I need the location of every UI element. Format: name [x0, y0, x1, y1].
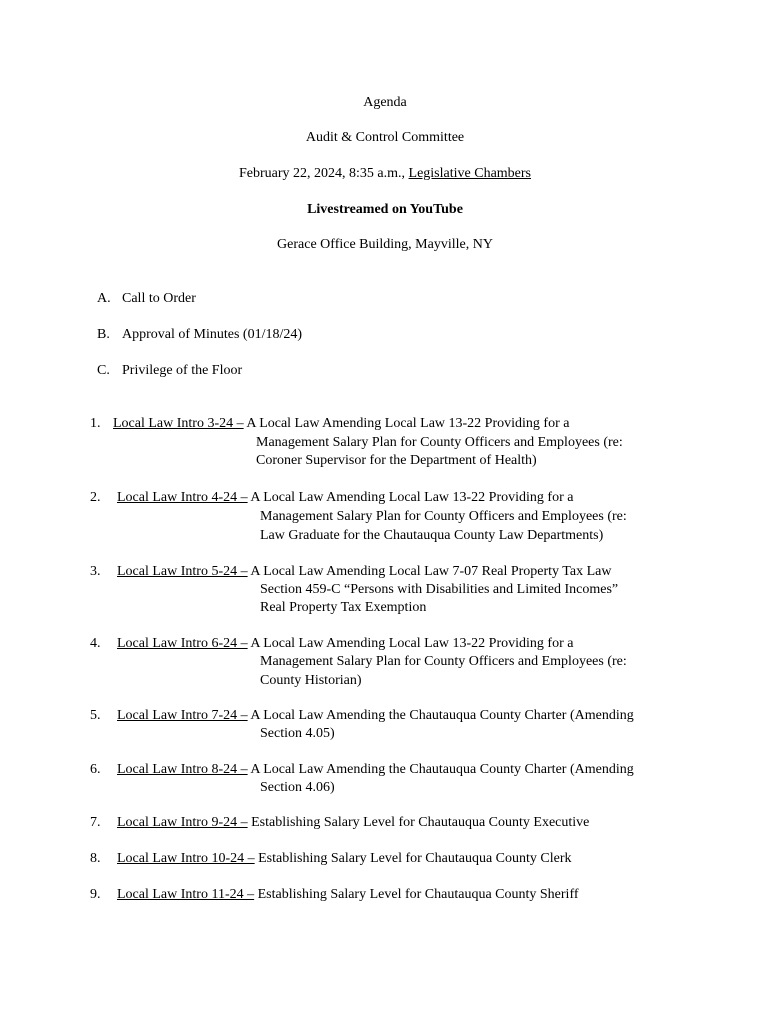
local-law-link[interactable]: Local Law Intro 8-24 –	[117, 762, 248, 777]
local-law-link[interactable]: Local Law Intro 9-24 –	[117, 815, 248, 830]
item-first-line	[117, 850, 572, 869]
section-text: Approval of Minutes (01/18/24)	[122, 327, 303, 342]
item-number: 8.	[90, 851, 101, 866]
item-description: Establishing Salary Level for Chautauqua County Clerk	[254, 851, 572, 866]
building-location: Gerace Office Building, Mayville, NY	[277, 237, 493, 252]
section-letter: C.	[97, 363, 110, 378]
local-law-link[interactable]: Local Law Intro 10-24 –	[117, 851, 255, 866]
item-number: 6.	[90, 762, 101, 777]
item-continuation: Management Salary Plan for County Officers and Employees (re:	[260, 654, 627, 669]
local-law-link[interactable]: Local Law Intro 7-24 –	[117, 708, 248, 723]
page-title: Agenda	[363, 95, 407, 110]
item-continuation: Section 4.05)	[260, 726, 335, 741]
item-description: A Local Law Amending Local Law 13-22 Providing for a	[243, 416, 570, 431]
item-first-line	[117, 761, 634, 780]
item-description: A Local Law Amending the Chautauqua County Charter (Amending	[247, 708, 634, 723]
section-text: Privilege of the Floor	[122, 363, 243, 378]
committee-name: Audit & Control Committee	[305, 130, 465, 145]
item-first-line	[117, 563, 611, 582]
item-description: A Local Law Amending Local Law 13-22 Providing for a	[247, 636, 574, 651]
item-continuation: Section 4.06)	[260, 780, 335, 795]
item-first-line	[117, 635, 573, 654]
item-continuation: Real Property Tax Exemption	[260, 600, 427, 615]
item-description: Establishing Salary Level for Chautauqua County Executive	[247, 815, 590, 830]
livestream-notice: Livestreamed on YouTube	[307, 202, 463, 217]
item-number: 5.	[90, 708, 101, 723]
item-continuation: County Historian)	[260, 673, 362, 688]
item-number: 3.	[90, 564, 101, 579]
section-letter: A.	[97, 291, 111, 306]
item-first-line	[113, 415, 569, 434]
item-number: 9.	[90, 887, 101, 902]
item-number: 7.	[90, 815, 101, 830]
item-first-line	[117, 886, 579, 905]
item-first-line	[117, 814, 589, 833]
item-description: A Local Law Amending Local Law 13-22 Providing for a	[247, 490, 574, 505]
item-continuation: Law Graduate for the Chautauqua County Law Departments)	[260, 528, 604, 543]
item-description: Establishing Salary Level for Chautauqua County Sheriff	[254, 887, 579, 902]
item-continuation: Coroner Supervisor for the Department of Health)	[256, 453, 537, 468]
local-law-link[interactable]: Local Law Intro 3-24 –	[113, 416, 244, 431]
item-continuation: Management Salary Plan for County Officers and Employees (re:	[256, 435, 623, 450]
item-first-line	[117, 489, 573, 508]
meeting-date-location	[0, 165, 770, 184]
item-number: 2.	[90, 490, 101, 505]
local-law-link[interactable]: Local Law Intro 4-24 –	[117, 490, 248, 505]
item-continuation: Section 459-C “Persons with Disabilities and Limited Incomes”	[260, 582, 619, 597]
local-law-link[interactable]: Local Law Intro 5-24 –	[117, 564, 248, 579]
item-description: A Local Law Amending Local Law 7-07 Real Property Tax Law	[247, 564, 612, 579]
item-description: A Local Law Amending the Chautauqua County Charter (Amending	[247, 762, 634, 777]
item-number: 4.	[90, 636, 101, 651]
item-first-line	[117, 707, 634, 726]
legislative-chambers-link[interactable]: Legislative Chambers	[408, 166, 531, 181]
meeting-date-time: February 22, 2024, 8:35 a.m.,	[239, 166, 409, 181]
item-number: 1.	[90, 416, 101, 431]
section-letter: B.	[97, 327, 110, 342]
local-law-link[interactable]: Local Law Intro 11-24 –	[117, 887, 255, 902]
item-continuation: Management Salary Plan for County Officers and Employees (re:	[260, 509, 627, 524]
section-text: Call to Order	[122, 291, 196, 306]
local-law-link[interactable]: Local Law Intro 6-24 –	[117, 636, 248, 651]
